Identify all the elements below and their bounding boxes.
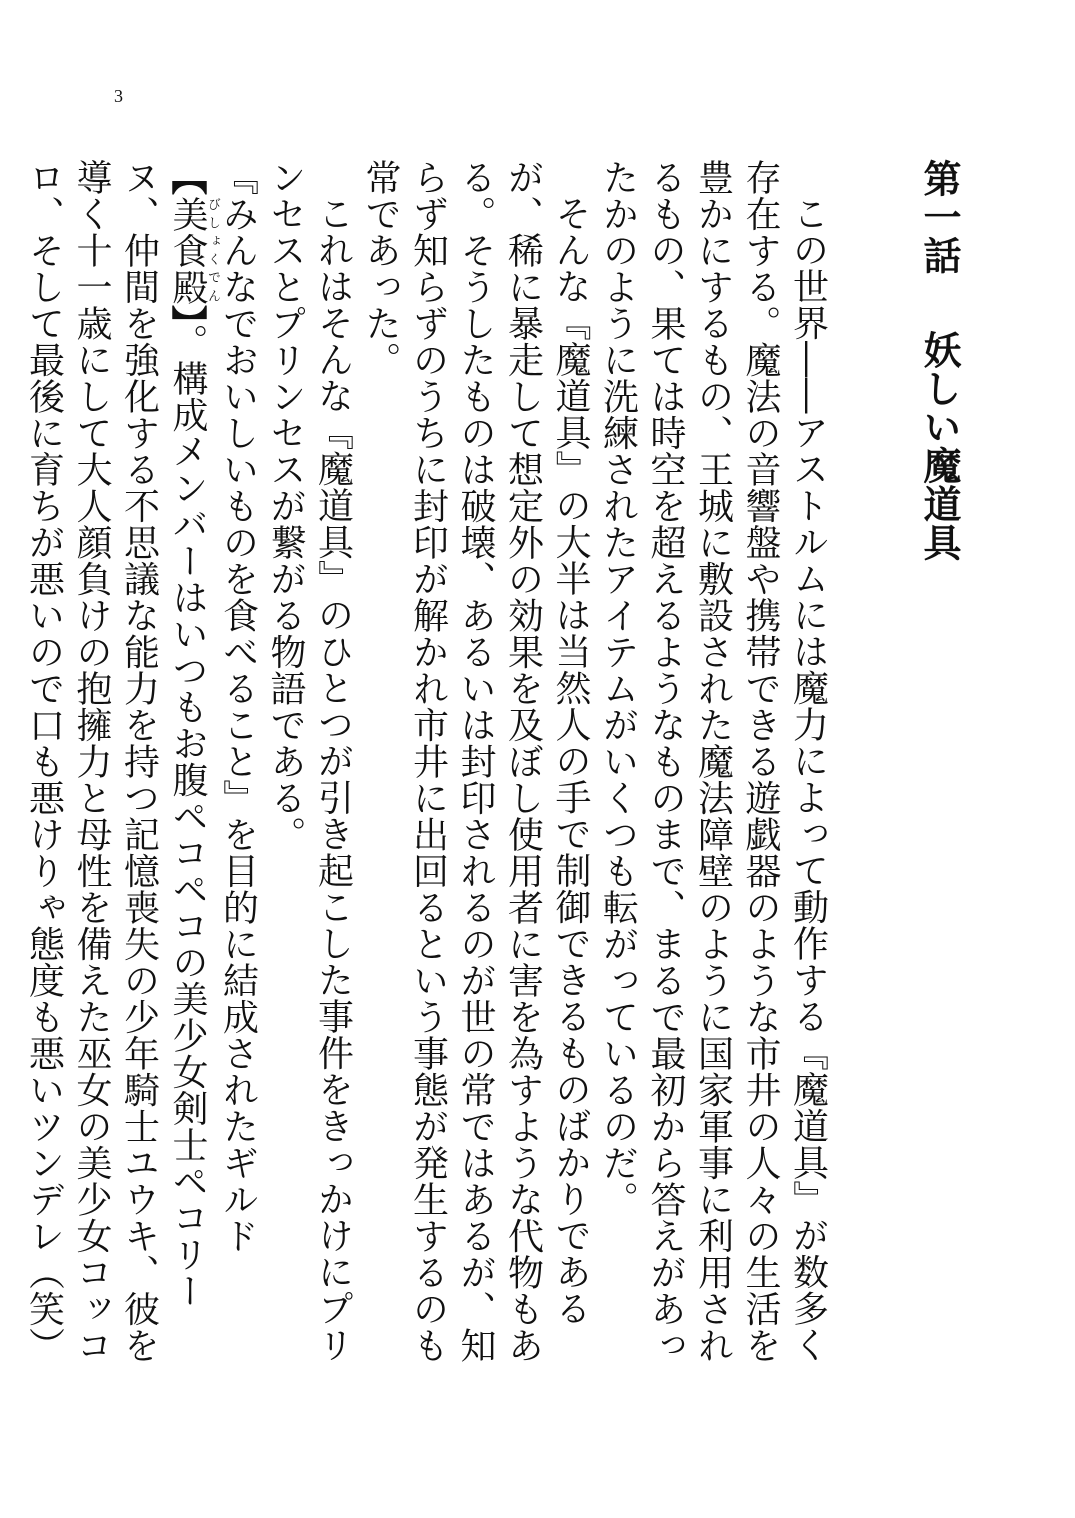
- chapter-number: 第一話: [917, 159, 962, 275]
- chapter-title: [916, 159, 964, 1379]
- paragraph: この世界――アストルムには魔力によって動作する『魔道具』が数多く存在する。魔法の音響盤や携帯できる遊戯器のような市井の人々の生活を豊かにするもの、王城に敷設された魔法障壁のように国家軍事に利用されるもの、果ては時空を超えるようなものまで、まるで最初から答えがあったかのように洗練されたアイテムがいくつも転がっているのだ。: [597, 159, 829, 1364]
- body-text-column: [23, 159, 963, 1379]
- bracket-open: 【: [166, 159, 208, 196]
- guild-name: 美食殿: [167, 195, 208, 305]
- guild-name-ruby: [167, 195, 220, 306]
- guild-text-after: 。構成メンバーはいつもお腹ペコペコの美少女剣士ペコリーヌ、仲間を強化する不思議な能力を持つ記憶喪失の少年騎士ユウキ、彼を導く十一歳にして大人顔負けの抱擁力と母性を備えた巫女の美少女コッコロ、そして最後に育ちが悪いので口も悪けりゃ態度も悪いツンデレ（笑）: [23, 159, 208, 1364]
- guild-name-reading: びしょくでん: [205, 195, 220, 305]
- paragraph: そんな『魔道具』の大半は当然人の手で制御できるものばかりであるが、稀に暴走して想定外の効果を及ぼし使用者に害を為すような代物もある。そうしたものは破壊、あるいは封印されるのが世の常ではあるが、知らず知らずのうちに封印が解かれ市井に出回るという事態が発生するのも常であった。: [360, 159, 591, 1364]
- paragraph: これはそんな『魔道具』のひとつが引き起こした事件をきっかけにプリンセスとプリンセスが繋がる物語である。: [265, 159, 354, 1363]
- guild-paragraph: [20, 159, 262, 1379]
- guild-text-before: 『みんなでおいしいものを食べること』を目的に結成されたギルド: [217, 159, 259, 1254]
- page-number: 3: [114, 86, 123, 106]
- chapter-name: 妖しい魔道具: [917, 330, 962, 562]
- bracket-close: 】: [166, 305, 208, 324]
